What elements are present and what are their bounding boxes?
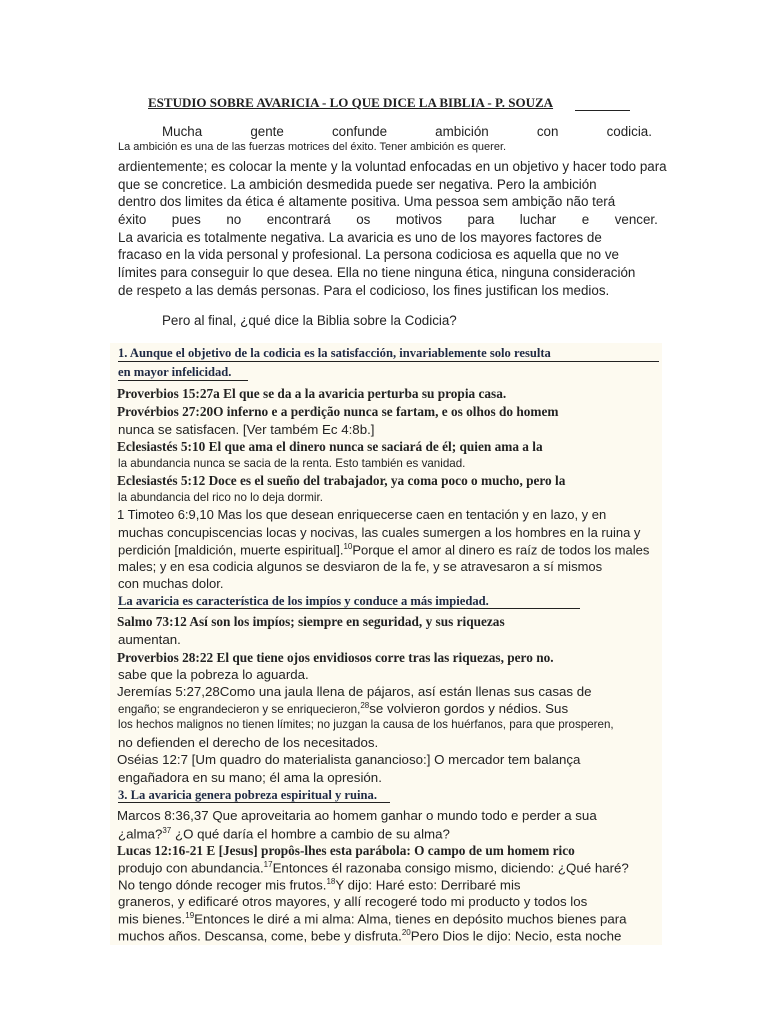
verse-marcos-8-36 [110, 808, 658, 823]
title-underline-rule [575, 110, 630, 111]
intro-line-3: ardientemente; es colocar la mente y la voluntad enfocadas en un objetivo y hacer todo para [118, 159, 667, 174]
verse-eclesiastes-5-12 [110, 473, 565, 489]
verse-number: 37 [162, 826, 172, 835]
verse-text: males; y en esa codicia algunos se desviaron de la fe, y se atravesaron a sí mismos [118, 559, 603, 574]
verse-text: Jeremías 5:27,28Como una jaula llena de pájaros, así están llenas sus casas de [117, 684, 592, 699]
verse-text: graneros, y edificaré otros mayores, y allí recogeré todo mi producto y todos los [118, 894, 588, 909]
verse-proverbios-28-22 [110, 650, 554, 666]
intro-line-9: límites para conseguir lo que desea. Ella no tiene ninguna ética, ninguna consideración [118, 265, 636, 280]
intro-line-4: que se concretice. La ambición desmedida puede ser negativa. Pero la ambición [118, 177, 597, 192]
verse-text: perdición [maldición, muerte espiritual]. [118, 542, 344, 558]
verse-text: produjo con abundancia. [118, 860, 264, 876]
verse-text: Salmo 73:12 Así son los impíos; siempre en seguridad, y sus riquezas [117, 614, 505, 629]
verse-text: Eclesiastés 5:10 El que ama el dinero nunca se saciará de él; quien ama a la [117, 439, 543, 454]
section-1-heading-line-2: en mayor infelicidad. [118, 365, 232, 379]
intro-word: pues [171, 212, 201, 227]
verse-text-line [118, 928, 621, 943]
section-3-heading: 3. La avaricia genera pobreza espiritual y ruina. [118, 788, 377, 802]
verse-text: Marcos 8:36,37 Que aproveitaria ao homem ganhar o mundo todo e perder a sua [117, 808, 597, 823]
verse-text: no defienden el derecho de los necesitados. [118, 735, 379, 750]
intro-line-6 [118, 212, 658, 227]
verse-number: 28 [360, 701, 370, 711]
verse-text: los hechos malignos no tienen límites; no juzgan la causa de los huérfanos, para que prosperen, [118, 718, 614, 731]
intro-line-5: dentro dos limites da ética é altamente positiva. Uma pessoa sem ambição não terá [118, 194, 616, 209]
verse-text: Pero Dios le dijo: Necio, esta noche [410, 928, 622, 944]
intro-word: Mucha [162, 124, 203, 139]
verse-text: Entonces le diré a mi alma: Alma, tienes en depósito muchos bienes para [194, 911, 627, 927]
verse-text: Porque el amor al dinero es raíz de todos los males [352, 542, 650, 558]
verse-text-line [118, 860, 629, 875]
verse-oseias-12-7 [110, 752, 661, 767]
intro-word: motivos [395, 212, 442, 227]
verse-text: muchos años. Descansa, come, bebe y disfruta. [118, 928, 402, 944]
verse-text-line [118, 542, 649, 557]
intro-word: con [536, 124, 559, 139]
verse-text: se volvieron gordos y nédios. Sus [369, 701, 569, 716]
verse-text: No tengo dónde recoger mis frutos. [118, 877, 327, 893]
intro-word: codicia. [606, 124, 652, 139]
intro-line-1 [162, 124, 652, 139]
verse-text: aumentan. [118, 632, 181, 647]
section-1-heading-line-1: 1. Aunque el objetivo de la codicia es la satisfacción, invariablemente solo resulta [118, 346, 551, 360]
section-2-heading: La avaricia es característica de los impíos y conduce a más impiedad. [118, 594, 489, 608]
verse-number: 17 [263, 860, 273, 869]
verse-eclesiastes-5-10 [110, 439, 636, 455]
intro-word: luchar [519, 212, 557, 227]
section-3-heading-rule [118, 802, 390, 803]
verse-text: con muchas dolor. [118, 576, 224, 591]
intro-word: éxito [118, 212, 147, 227]
verse-text: mis bienes. [118, 911, 186, 927]
verse-1-timoteo-6-9 [110, 507, 606, 522]
verse-text-line [118, 877, 521, 892]
intro-word: para [467, 212, 495, 227]
verse-jeremias-5-27 [110, 684, 592, 699]
verse-text-line [118, 826, 450, 841]
verse-text: Eclesiastés 5:12 Doce es el sueño del trabajador, ya coma poco o mucho, pero la [117, 473, 566, 488]
verse-text: ¿O qué daría el hombre a cambio de su alma? [171, 826, 450, 842]
intro-word: encontrará [266, 212, 331, 227]
intro-word: confunde [331, 124, 388, 139]
verse-text: Entonces él razonaba consigo mismo, diciendo: ¿Qué haré? [272, 860, 629, 876]
verse-proverbios-27-20 [110, 404, 558, 420]
verse-text: nunca se satisfacen. [Ver também Ec 4:8b.] [118, 422, 375, 437]
verse-text: sabe que la pobreza lo aguarda. [118, 667, 309, 682]
verse-text: la abundancia nunca se sacia de la renta. Esto también es vanidad. [118, 457, 466, 470]
verse-text: engaño; se engrandecieron y se enriquecieron, [118, 703, 361, 716]
verse-text-line [118, 701, 568, 716]
verse-text: Provérbios 27:20O inferno e a perdição nunca se fartam, e os olhos do homem [117, 404, 559, 419]
intro-line-10: de respeto a las demás personas. Para el codicioso, los fines justifican los medios. [118, 283, 610, 298]
question-line: Pero al final, ¿qué dice la Biblia sobre la Codicia? [162, 313, 457, 328]
verse-proverbios-15-27 [110, 386, 506, 402]
intro-word: vencer. [614, 212, 658, 227]
intro-line-7: La avaricia es totalmente negativa. La avaricia es uno de los mayores factores de [118, 230, 602, 245]
verse-number: 19 [185, 911, 195, 920]
verse-text: Oséias 12:7 [Um quadro do materialista ganancioso:] O mercador tem balança [117, 752, 581, 767]
intro-line-2: La ambición es una de las fuerzas motrices del éxito. Tener ambición es querer. [118, 141, 507, 153]
verse-number: 18 [326, 877, 336, 886]
verse-text: muchas concupiscencias locas y nocivas, las cuales sumergen a los hombres en la ruina y [118, 525, 641, 540]
verse-number: 10 [343, 542, 353, 551]
intro-word: gente [250, 124, 284, 139]
intro-word: e [581, 212, 590, 227]
verse-text: ¿alma? [118, 826, 163, 842]
verse-number: 20 [401, 928, 411, 937]
page-title: ESTUDIO SOBRE AVARICIA - LO QUE DICE LA BIBLIA - P. SOUZA [148, 95, 554, 110]
verse-text: Y dijo: Haré esto: Derribaré mis [335, 877, 521, 893]
verse-lucas-12-16 [110, 843, 575, 859]
verse-text: engañadora en su mano; él ama la opresión. [118, 770, 382, 785]
verse-text: Proverbios 28:22 El que tiene ojos envidiosos corre tras las riquezas, pero no. [117, 650, 554, 665]
verse-text: 1 Timoteo 6:9,10 Mas los que desean enriquecerse caen en tentación y en lazo, y en [117, 507, 607, 522]
verse-text: Proverbios 15:27a El que se da a la avaricia perturba su propia casa. [117, 386, 507, 401]
verse-text: la abundancia del rico no lo deja dormir. [118, 491, 323, 504]
verse-text-line [118, 911, 627, 926]
section-1-heading-rule [118, 380, 248, 381]
intro-word: no [226, 212, 242, 227]
intro-word: ambición [435, 124, 489, 139]
section-1-heading-rule [118, 361, 659, 362]
verse-salmo-73-12 [110, 614, 505, 630]
verse-text: Lucas 12:16-21 E [Jesus] propôs-lhes esta parábola: O campo de um homem rico [117, 843, 575, 858]
section-2-heading-rule [118, 608, 580, 609]
intro-line-8: fracaso en la vida personal y profesional. La persona codiciosa es aquella que no ve [118, 247, 619, 262]
intro-word: os [356, 212, 371, 227]
